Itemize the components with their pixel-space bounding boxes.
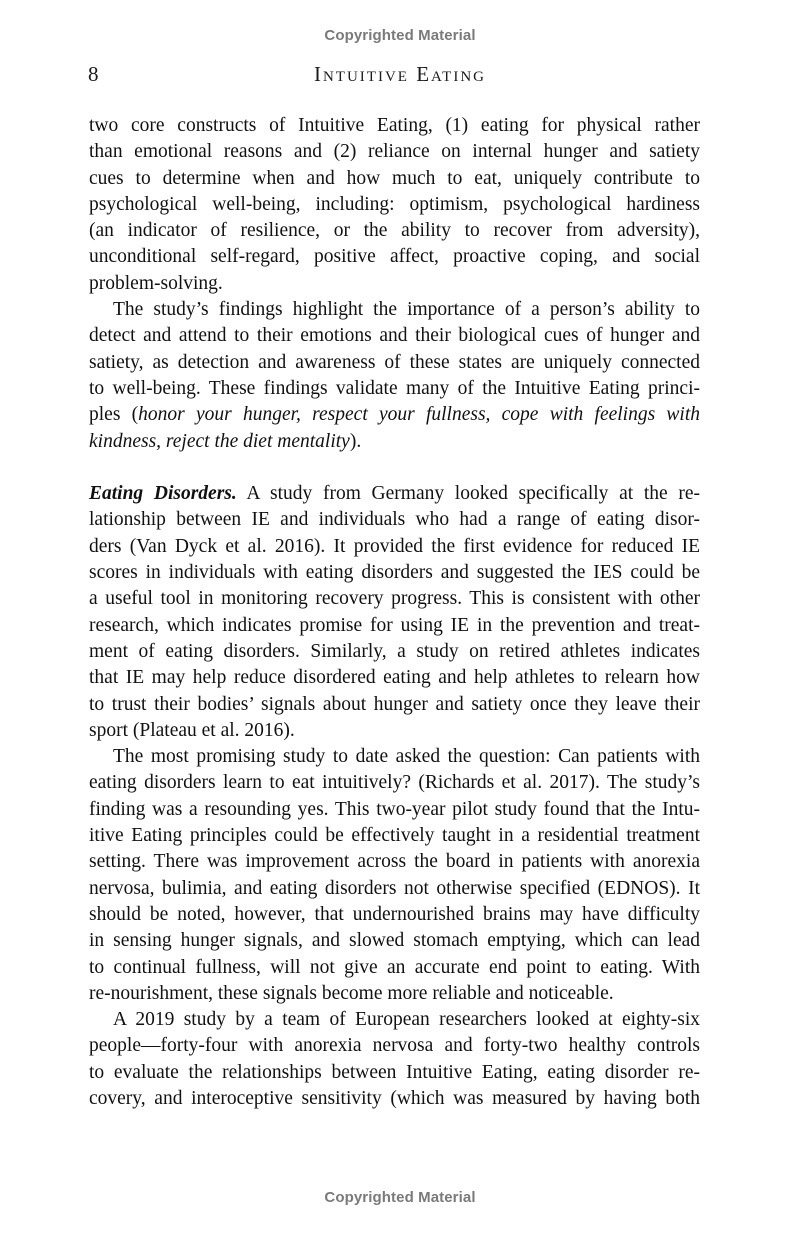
text-line: to evaluate the relationships between Intuitive Eating, eating disorder re- xyxy=(89,1061,700,1083)
paragraph-promising-study xyxy=(89,744,700,1007)
text-line: than emotional reasons and (2) reliance on internal hunger and satiety xyxy=(89,141,700,163)
text-line: should be noted, however, that undernourished brains may have difficulty xyxy=(89,903,700,925)
principles-italic: honor your hunger, respect your fullness, cope with feelings with xyxy=(138,404,701,426)
text-line xyxy=(89,429,700,455)
text-line: two core constructs of Intuitive Eating, (1) eating for physical rather xyxy=(89,115,700,136)
text-line: re-nourishment, these signals become more reliable and noticeable. xyxy=(89,982,614,1004)
text-line xyxy=(89,402,700,428)
text-line: problem-solving. xyxy=(89,272,223,294)
text-line: eating disorders learn to eat intuitively? (Richards et al. 2017). The study’s xyxy=(89,772,700,794)
principles-italic: kindness, reject the diet mentality xyxy=(89,430,350,452)
text-line: itive Eating principles could be effectively taught in a residential treatment xyxy=(89,825,700,847)
text-line: detect and attend to their emotions and their biological cues of hunger and xyxy=(89,325,700,347)
body-text xyxy=(89,113,700,1112)
section-gap xyxy=(89,455,700,481)
text-line: finding was a resounding yes. This two-year pilot study found that the Intu- xyxy=(89,798,700,820)
text-line xyxy=(89,481,700,507)
text-line: that IE may help reduce disordered eating and help athletes to relearn how xyxy=(89,667,700,689)
text-line: nervosa, bulimia, and eating disorders not otherwise specified (EDNOS). It xyxy=(89,877,700,899)
running-head: Intuitive Eating xyxy=(313,62,487,86)
text-line: sport (Plateau et al. 2016). xyxy=(89,719,295,741)
page-number: 8 xyxy=(88,62,99,86)
text-line: to continual fullness, will not give an accurate end point to eating. With xyxy=(89,956,700,978)
text-line: a useful tool in monitoring recovery progress. This is consistent with other xyxy=(89,588,700,610)
paragraph-2019-study xyxy=(89,1007,700,1112)
text-line: setting. There was improvement across the board in patients with anorexia xyxy=(89,851,700,873)
paragraph-study-findings xyxy=(89,297,700,455)
text-line: The most promising study to date asked the question: Can patients with xyxy=(113,746,700,768)
copyright-watermark-bottom: Copyrighted Material xyxy=(324,1189,476,1206)
paragraph-eating-disorders xyxy=(89,481,700,744)
text-line: people—forty-four with anorexia nervosa and forty-two healthy controls xyxy=(89,1035,700,1057)
text-line: unconditional self-regard, positive affect, proactive coping, and social xyxy=(89,246,700,268)
text-line: to trust their bodies’ signals about hunger and satiety once they leave their xyxy=(89,693,700,715)
text-line: psychological well-being, including: optimism, psychological hardiness xyxy=(89,193,700,215)
text-line: ment of eating disorders. Similarly, a study on retired athletes indicates xyxy=(89,640,700,662)
text-line: lationship between IE and individuals who had a range of eating disor- xyxy=(89,509,700,531)
text-line: in sensing hunger signals, and slowed stomach emptying, which can lead xyxy=(89,930,700,952)
text-line: cues to determine when and how much to eat, uniquely contribute to xyxy=(89,167,700,189)
text-line: The study’s findings highlight the importance of a person’s ability to xyxy=(113,299,700,321)
text-line: ders (Van Dyck et al. 2016). It provided the first evidence for reduced IE xyxy=(89,535,700,557)
text-line: satiety, as detection and awareness of these states are uniquely connected xyxy=(89,351,700,373)
text-span: ples ( xyxy=(89,404,139,426)
text-line: (an indicator of resilience, or the ability to recover from adversity), xyxy=(89,220,700,242)
text-span: A study from Germany looked specifically at the re- xyxy=(236,483,700,505)
text-line: research, which indicates promise for using IE in the prevention and treat- xyxy=(89,614,700,636)
copyright-watermark-top: Copyrighted Material xyxy=(324,27,476,44)
text-span: ). xyxy=(349,430,362,452)
section-runin-heading: Eating Disorders. xyxy=(89,483,237,505)
text-line: A 2019 study by a team of European researchers looked at eighty-six xyxy=(113,1009,700,1031)
paragraph-continuation xyxy=(89,113,700,297)
text-line: scores in individuals with eating disorders and suggested the IES could be xyxy=(89,562,700,584)
text-line: covery, and interoceptive sensitivity (which was measured by having both xyxy=(89,1087,700,1109)
text-line: to well-being. These findings validate many of the Intuitive Eating princi- xyxy=(89,377,700,399)
